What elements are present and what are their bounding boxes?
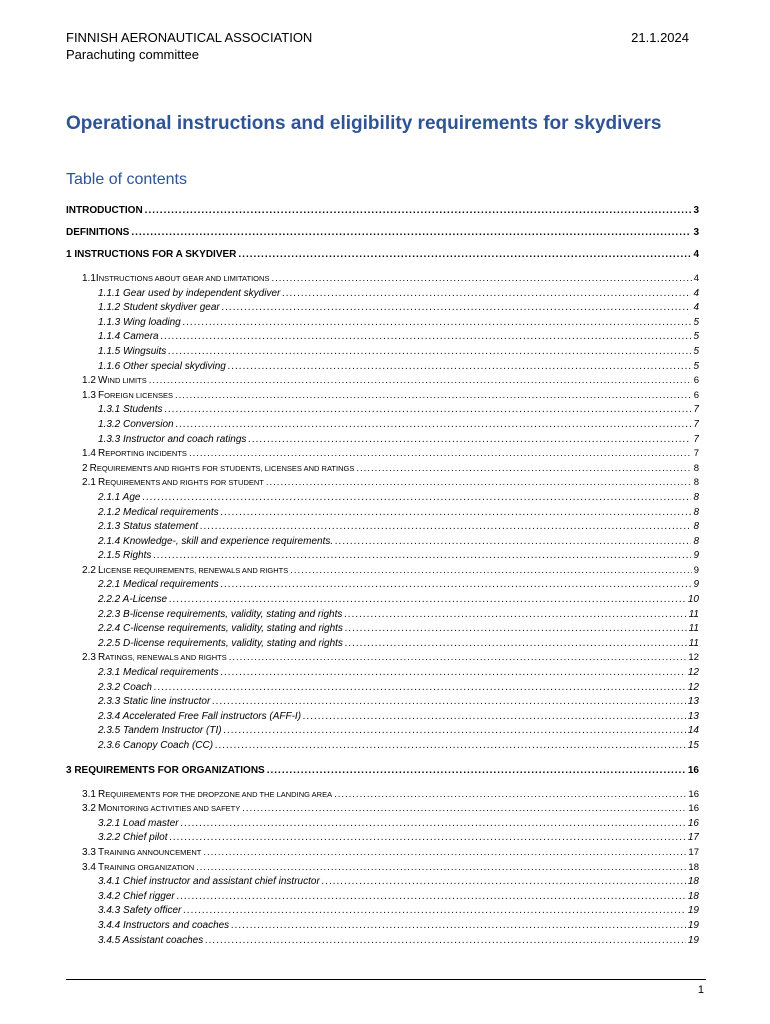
toc-entry-title: 3.2.1 Load master xyxy=(98,817,179,829)
toc-entry-title: 3.4.5 Assistant coaches xyxy=(98,934,204,946)
toc-entry-title: 2.1.4 Knowledge-, skill and experience requirements. xyxy=(98,535,334,547)
toc-entry[interactable] xyxy=(66,476,699,491)
toc-entry-page: 8 xyxy=(693,506,699,518)
toc-entry-title: 2.3.1 Medical requirements xyxy=(98,667,219,679)
toc-leader-dots xyxy=(131,222,691,244)
toc-entry[interactable] xyxy=(66,578,699,593)
toc-leader-dots xyxy=(228,360,692,375)
toc-entry[interactable] xyxy=(66,200,699,222)
toc-entry[interactable] xyxy=(66,418,699,433)
toc-entry-title: 3.2 MONITORING ACTIVITIES AND SAFETY xyxy=(82,803,241,815)
toc-entry-title: 2.3.5 Tandem Instructor (TI) xyxy=(98,725,222,737)
toc-entry-title: 1.1.3 Wing loading xyxy=(98,316,181,328)
toc-entry-title: 2.3.2 Coach xyxy=(98,681,152,693)
toc-leader-dots xyxy=(200,520,691,535)
toc-entry-title: DEFINITIONS xyxy=(66,227,130,238)
toc-leader-dots xyxy=(145,200,692,222)
toc-leader-dots xyxy=(189,447,692,462)
toc-entry-page: 8 xyxy=(693,491,699,503)
toc-entry-page: 16 xyxy=(688,788,699,800)
toc-leader-dots xyxy=(149,374,692,389)
toc-entry-number: 1.1 xyxy=(82,273,96,284)
toc-entry-title: 2.2.1 Medical requirements xyxy=(98,579,219,591)
toc-entry[interactable] xyxy=(66,724,699,739)
toc-entry-title: 1.3 FOREIGN LICENSES xyxy=(82,389,174,401)
toc-entry-title: 1.4 REPORTING INCIDENTS xyxy=(82,448,187,460)
toc-entry-title: 3.4.4 Instructors and coaches xyxy=(98,919,230,931)
toc-leader-dots xyxy=(322,875,686,890)
toc-entry-title: 2.3.4 Accelerated Free Fall instructors (AFF-I) xyxy=(98,710,302,722)
toc-entry[interactable] xyxy=(66,222,699,244)
toc-leader-dots xyxy=(248,433,691,448)
toc-entry-page: 6 xyxy=(693,389,699,401)
toc-entry[interactable] xyxy=(66,934,699,949)
toc-entry[interactable] xyxy=(66,301,699,316)
toc-leader-dots xyxy=(154,681,686,696)
toc-entry-title: 3.4.2 Chief rigger xyxy=(98,890,175,902)
toc-entry-page: 5 xyxy=(693,345,699,357)
toc-entry-title: 2.2.2 A-License xyxy=(98,594,168,606)
toc-entry-page: 10 xyxy=(687,594,699,606)
toc-entry-page: 4 xyxy=(693,249,699,260)
toc-entry-page: 12 xyxy=(687,681,699,693)
toc-leader-dots xyxy=(345,637,687,652)
toc-heading: Table of contents xyxy=(66,171,187,188)
toc-entry-title: 1.1.6 Other special skydiving xyxy=(98,360,226,372)
toc-entry[interactable] xyxy=(66,861,699,876)
toc-entry[interactable] xyxy=(66,564,699,579)
toc-entry[interactable] xyxy=(66,244,699,266)
toc-leader-dots xyxy=(177,890,686,905)
toc-entry-page: 9 xyxy=(693,579,699,591)
toc-entry-page: 17 xyxy=(687,832,699,844)
table-of-contents xyxy=(66,200,699,948)
toc-entry-title: 2.2.5 D-license requirements, validity, stating and rights xyxy=(98,637,343,649)
toc-entry-page: 9 xyxy=(693,564,699,576)
toc-entry[interactable] xyxy=(66,681,699,696)
toc-entry[interactable] xyxy=(66,345,699,360)
toc-entry[interactable] xyxy=(66,739,699,754)
toc-entry-title: 2 REQUIREMENTS AND RIGHTS FOR STUDENTS, LICENSES AND RATINGS xyxy=(82,462,355,474)
toc-leader-dots xyxy=(224,724,686,739)
toc-entry-title: 1.3.3 Instructor and coach ratings xyxy=(98,433,247,445)
toc-entry[interactable] xyxy=(66,608,699,623)
toc-leader-dots xyxy=(266,476,692,491)
toc-entry-title: INTRODUCTION xyxy=(66,205,143,216)
toc-entry-page: 7 xyxy=(693,448,699,460)
toc-leader-dots xyxy=(303,710,686,725)
toc-entry-page: 17 xyxy=(688,846,699,858)
toc-leader-dots xyxy=(356,462,691,477)
toc-leader-dots xyxy=(345,622,687,637)
toc-entry[interactable] xyxy=(66,666,699,681)
toc-leader-dots xyxy=(153,549,691,564)
toc-leader-dots xyxy=(161,330,692,345)
toc-entry-page: 16 xyxy=(687,764,699,776)
toc-entry-page: 15 xyxy=(687,740,699,751)
toc-entry[interactable] xyxy=(66,316,699,331)
toc-entry[interactable] xyxy=(66,389,699,404)
toc-entry-title: 1.1.2 Student skydiver gear xyxy=(98,302,220,314)
document-date: 21.1.2024 xyxy=(631,30,689,45)
toc-entry-title: 2.1.2 Medical requirements xyxy=(98,506,219,518)
toc-entry[interactable] xyxy=(66,447,699,462)
toc-entry-title: 1.3.2 Conversion xyxy=(98,418,174,430)
toc-entry[interactable] xyxy=(66,535,699,550)
toc-entry-page: 18 xyxy=(687,876,699,888)
toc-entry-page: 3 xyxy=(693,205,699,216)
toc-leader-dots xyxy=(229,651,687,666)
toc-entry-title: 2.3 RATINGS, RENEWALS AND RIGHTS xyxy=(82,652,227,664)
footer-page-number: 1 xyxy=(697,984,704,996)
toc-leader-dots xyxy=(212,695,686,710)
toc-entry-title: 2.3.3 Static line instructor xyxy=(98,696,211,708)
toc-entry[interactable] xyxy=(66,360,699,375)
toc-entry[interactable] xyxy=(66,637,699,652)
toc-leader-dots xyxy=(203,846,686,861)
toc-leader-dots xyxy=(238,244,691,266)
toc-entry[interactable] xyxy=(66,904,699,919)
toc-leader-dots xyxy=(221,506,692,521)
toc-entry-page: 4 xyxy=(693,273,699,284)
toc-entry-title: 2.2.4 C-license requirements, validity, stating and rights xyxy=(98,623,343,635)
toc-entry-page: 13 xyxy=(687,696,699,708)
toc-entry-title: 3.4.1 Chief instructor and assistant chief instructor xyxy=(98,876,320,888)
toc-entry-title: 1.1.5 Wingsuits xyxy=(98,345,167,357)
toc-leader-dots xyxy=(335,535,691,550)
toc-entry-page: 8 xyxy=(693,477,699,489)
toc-entry[interactable] xyxy=(66,760,699,782)
toc-leader-dots xyxy=(290,564,691,579)
page-header-left xyxy=(66,29,312,63)
toc-entry-page: 4 xyxy=(693,287,699,299)
toc-entry-page: 13 xyxy=(687,710,699,722)
document-title: Operational instructions and eligibility requirements for skydivers xyxy=(66,113,662,134)
toc-leader-dots xyxy=(181,817,686,832)
toc-entry-page: 7 xyxy=(693,404,699,416)
toc-leader-dots xyxy=(215,739,686,754)
toc-entry-page: 19 xyxy=(687,934,699,946)
toc-entry-page: 16 xyxy=(687,817,699,829)
toc-leader-dots xyxy=(142,491,691,506)
toc-leader-dots xyxy=(222,301,692,316)
toc-entry[interactable] xyxy=(66,802,699,817)
toc-entry-title: 2.2 LICENSE REQUIREMENTS, RENEWALS AND RIGHTS xyxy=(82,564,289,576)
toc-entry-page: 4 xyxy=(693,302,699,314)
toc-entry-page: 18 xyxy=(687,890,699,902)
footer-divider xyxy=(66,979,706,980)
toc-entry-page: 14 xyxy=(687,725,699,737)
toc-entry[interactable] xyxy=(66,403,699,418)
toc-entry-page: 19 xyxy=(687,919,699,931)
toc-entry-title: 2.1.5 Rights xyxy=(98,550,152,562)
toc-entry-title: 3.4.3 Safety officer xyxy=(98,905,182,917)
toc-entry[interactable] xyxy=(66,374,699,389)
toc-entry-title: 1.1.1 Gear used by independent skydiver xyxy=(98,287,281,299)
toc-entry-page: 11 xyxy=(688,608,699,620)
toc-entry-title: 1 INSTRUCTIONS FOR A SKYDIVER xyxy=(66,249,237,260)
toc-entry-page: 7 xyxy=(693,433,699,445)
toc-entry[interactable] xyxy=(66,622,699,637)
toc-entry[interactable] xyxy=(66,919,699,934)
toc-entry-title: 2.2.3 B-license requirements, validity, stating and rights xyxy=(98,608,343,620)
toc-entry-page: 12 xyxy=(687,667,699,679)
toc-leader-dots xyxy=(242,802,686,817)
toc-entry[interactable] xyxy=(66,846,699,861)
toc-entry[interactable] xyxy=(66,593,699,608)
toc-entry[interactable] xyxy=(66,710,699,725)
toc-entry[interactable] xyxy=(66,433,699,448)
toc-entry-title: 2.1.1 Age xyxy=(98,491,141,503)
toc-leader-dots xyxy=(267,760,686,782)
toc-entry[interactable] xyxy=(66,831,699,846)
toc-leader-dots xyxy=(168,345,691,360)
committee-name: Parachuting committee xyxy=(66,47,199,62)
toc-entry-page: 16 xyxy=(688,803,699,815)
toc-entry-page: 5 xyxy=(693,360,699,372)
toc-entry-title: 1.2 WIND LIMITS xyxy=(82,375,147,387)
toc-entry[interactable] xyxy=(66,287,699,302)
toc-leader-dots xyxy=(169,593,686,608)
toc-entry-title: 3.3 TRAINING ANNOUNCEMENT xyxy=(82,846,202,858)
toc-entry-title: 1.3.1 Students xyxy=(98,404,163,416)
toc-entry-page: 8 xyxy=(693,535,699,547)
toc-entry-page: 6 xyxy=(693,375,699,387)
toc-entry[interactable] xyxy=(66,491,699,506)
toc-leader-dots xyxy=(271,272,691,287)
toc-leader-dots xyxy=(282,287,691,302)
toc-entry[interactable] xyxy=(66,549,699,564)
toc-entry-page: 8 xyxy=(693,521,699,533)
toc-entry-title: 3.4 TRAINING ORGANIZATION xyxy=(82,861,195,873)
toc-entry[interactable] xyxy=(66,890,699,905)
toc-leader-dots xyxy=(183,904,685,919)
toc-entry-page: 3 xyxy=(693,227,699,238)
toc-entry-title: 1.1.4 Camera xyxy=(98,331,159,343)
toc-entry-page: 8 xyxy=(693,462,699,474)
toc-leader-dots xyxy=(183,316,692,331)
toc-entry-page: 9 xyxy=(693,550,699,562)
toc-leader-dots xyxy=(170,831,686,846)
toc-leader-dots xyxy=(205,934,686,949)
toc-entry-page: 12 xyxy=(688,652,699,664)
toc-entry-title: 3 REQUIREMENTS FOR ORGANIZATIONS xyxy=(66,764,265,776)
toc-entry[interactable] xyxy=(66,330,699,345)
toc-entry-page: 7 xyxy=(693,418,699,430)
toc-entry-page: 5 xyxy=(693,316,699,328)
toc-leader-dots xyxy=(175,389,692,404)
toc-leader-dots xyxy=(221,578,692,593)
toc-entry[interactable] xyxy=(66,462,699,477)
toc-leader-dots xyxy=(221,666,686,681)
toc-entry[interactable] xyxy=(66,695,699,710)
toc-leader-dots xyxy=(176,418,692,433)
toc-entry-title: INSTRUCTIONS ABOUT GEAR AND LIMITATIONS xyxy=(95,273,270,284)
toc-leader-dots xyxy=(344,608,686,623)
toc-leader-dots xyxy=(165,403,692,418)
toc-entry[interactable] xyxy=(66,651,699,666)
toc-entry-title: 2.1.3 Status statement xyxy=(98,521,199,533)
toc-entry-title: 3.2.2 Chief pilot xyxy=(98,832,168,844)
toc-entry[interactable] xyxy=(66,506,699,521)
toc-entry-title: 2.1 REQUIREMENTS AND RIGHTS FOR STUDENT xyxy=(82,477,264,489)
toc-entry-page: 11 xyxy=(688,637,699,649)
toc-entry[interactable] xyxy=(66,788,699,803)
toc-leader-dots xyxy=(231,919,686,934)
toc-entry-page: 18 xyxy=(688,861,699,873)
toc-entry-title: 3.1 REQUIREMENTS FOR THE DROPZONE AND THE LANDING AREA xyxy=(82,788,333,800)
toc-entry-page: 19 xyxy=(687,905,699,917)
toc-entry[interactable] xyxy=(66,875,699,890)
organization-name: FINNISH AERONAUTICAL ASSOCIATION xyxy=(66,30,313,45)
toc-entry[interactable] xyxy=(66,520,699,535)
toc-entry-page: 5 xyxy=(693,331,699,343)
toc-entry[interactable] xyxy=(66,817,699,832)
toc-leader-dots xyxy=(196,861,686,876)
toc-entry-title: 2.3.6 Canopy Coach (CC) xyxy=(98,740,214,751)
toc-entry[interactable] xyxy=(66,272,699,287)
toc-entry-page: 11 xyxy=(688,623,699,635)
toc-leader-dots xyxy=(334,788,686,803)
